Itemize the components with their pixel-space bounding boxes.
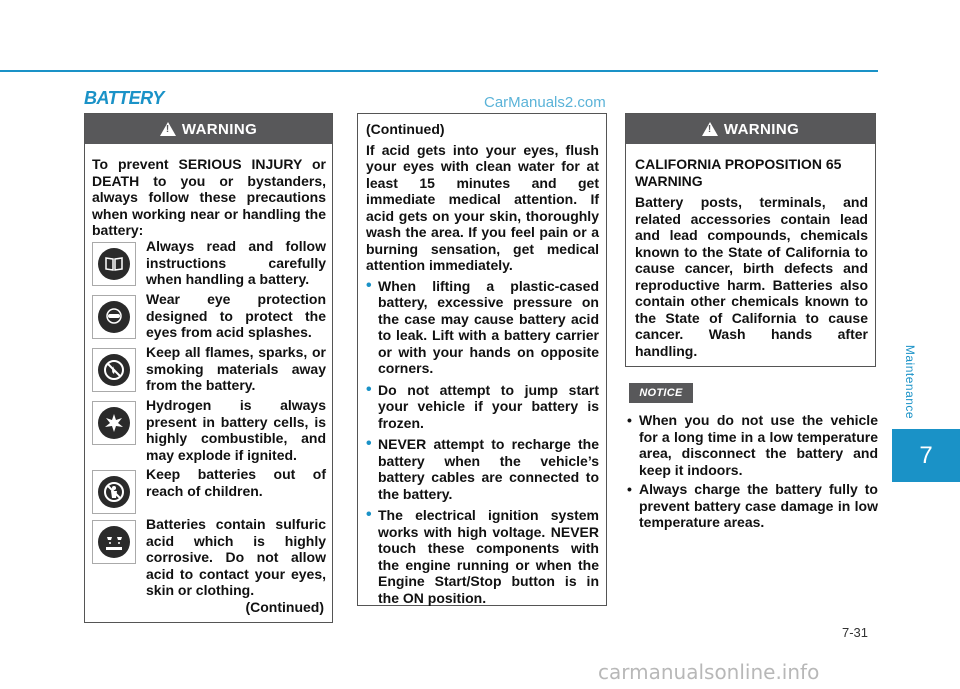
list-item: • The electrical ignition system works with high voltage. NEVER touch these components with the engine running or when the Engine Start/Stop button is in the ON position. xyxy=(366,506,599,606)
chapter-label-text: Maintenance xyxy=(903,344,917,420)
notice-list xyxy=(627,412,878,534)
safety-item-text: Always read and follow instructions carefully when handling a battery. xyxy=(146,238,326,287)
warning-box-safety xyxy=(84,113,333,623)
corrosive-acid-icon xyxy=(92,520,136,564)
explosion-icon xyxy=(92,401,136,445)
bullet-icon: • xyxy=(366,380,372,398)
warning-intro: To prevent SERIOUS INJURY or DEATH to you or bystanders, always follow these precautions when working near or handling the battery: xyxy=(92,156,326,238)
bullet-icon: • xyxy=(366,435,372,452)
list-item: • NEVER attempt to recharge the battery when the vehicle’s battery cables are connected to the battery. xyxy=(366,435,599,502)
warning-header-label: WARNING xyxy=(723,120,800,138)
no-flame-icon xyxy=(92,348,136,392)
bullet-icon: • xyxy=(366,276,372,294)
safety-item-text: Keep batteries out of reach of children. xyxy=(146,466,326,499)
battery-warning-list xyxy=(366,278,599,607)
bullet-icon: • xyxy=(366,506,372,523)
keep-away-children-icon xyxy=(92,470,136,514)
warning-triangle-icon xyxy=(702,122,718,136)
safety-item-text: Keep all flames, sparks, or smoking materials away from the battery. xyxy=(146,344,326,393)
list-item: • Do not attempt to jump start your vehicle if your battery is frozen. xyxy=(366,380,599,431)
continued-label: (Continued) xyxy=(366,121,445,137)
list-item: • Always charge the battery fully to prevent battery case damage in low temperature areas. xyxy=(627,481,878,530)
safety-item-text: Hydrogen is always present in battery cells, is highly combustible, and may explode if ignited. xyxy=(146,397,326,463)
warning-box-continued xyxy=(357,113,607,606)
chapter-label xyxy=(895,342,925,422)
continued-label: (Continued) xyxy=(245,599,324,615)
warning-triangle-icon xyxy=(160,122,176,136)
acid-first-aid-text: If acid gets into your eyes, flush your eyes with clean water for at least 15 minutes and get immediate medical attention. If acid gets on your skin, thoroughly wash the area. If you feel pain or a burning sensation, get medical attention immediately. xyxy=(366,141,599,273)
page-number: 7-31 xyxy=(842,625,869,640)
top-rule xyxy=(0,70,878,72)
bullet-icon: • xyxy=(627,412,632,428)
prop65-body: Battery posts, terminals, and related accessories contain lead and lead compounds, chemicals known to the State of California to cause cancer, birth defects and reproductive harm. Batteries also contain other chemicals known to the State of California to cause cancer. Wash hands after handling. xyxy=(635,194,868,359)
watermark-bottom[interactable]: carmanualsonline.info xyxy=(598,660,820,684)
bullet-icon: • xyxy=(627,481,632,497)
warning-header-label: WARNING xyxy=(181,120,258,138)
chapter-tab: 7 xyxy=(892,429,960,482)
eye-protection-icon xyxy=(92,295,136,339)
section-title: BATTERY xyxy=(84,88,164,108)
warning-header xyxy=(85,114,332,144)
prop65-title: CALIFORNIA PROPOSITION 65 WARNING xyxy=(635,156,842,189)
manual-book-icon xyxy=(92,242,136,286)
safety-item-text: Batteries contain sulfuric acid which is highly corrosive. Do not allow acid to contact your eyes, skin or clothing. xyxy=(146,516,326,598)
list-item: • When lifting a plastic-cased battery, excessive pressure on the case may cause battery acid to leak. Lift with a battery carrier or with your hands on opposite corners. xyxy=(366,276,599,376)
notice-badge: NOTICE xyxy=(629,383,693,403)
safety-item-text: Wear eye protection designed to protect the eyes from acid splashes. xyxy=(146,291,326,340)
warning-box-prop65 xyxy=(625,113,876,367)
warning-header xyxy=(626,114,875,144)
watermark-top[interactable]: CarManuals2.com xyxy=(484,94,606,111)
list-item: • When you do not use the vehicle for a long time in a low temperature area, disconnect the battery and keep it indoors. xyxy=(627,412,878,478)
